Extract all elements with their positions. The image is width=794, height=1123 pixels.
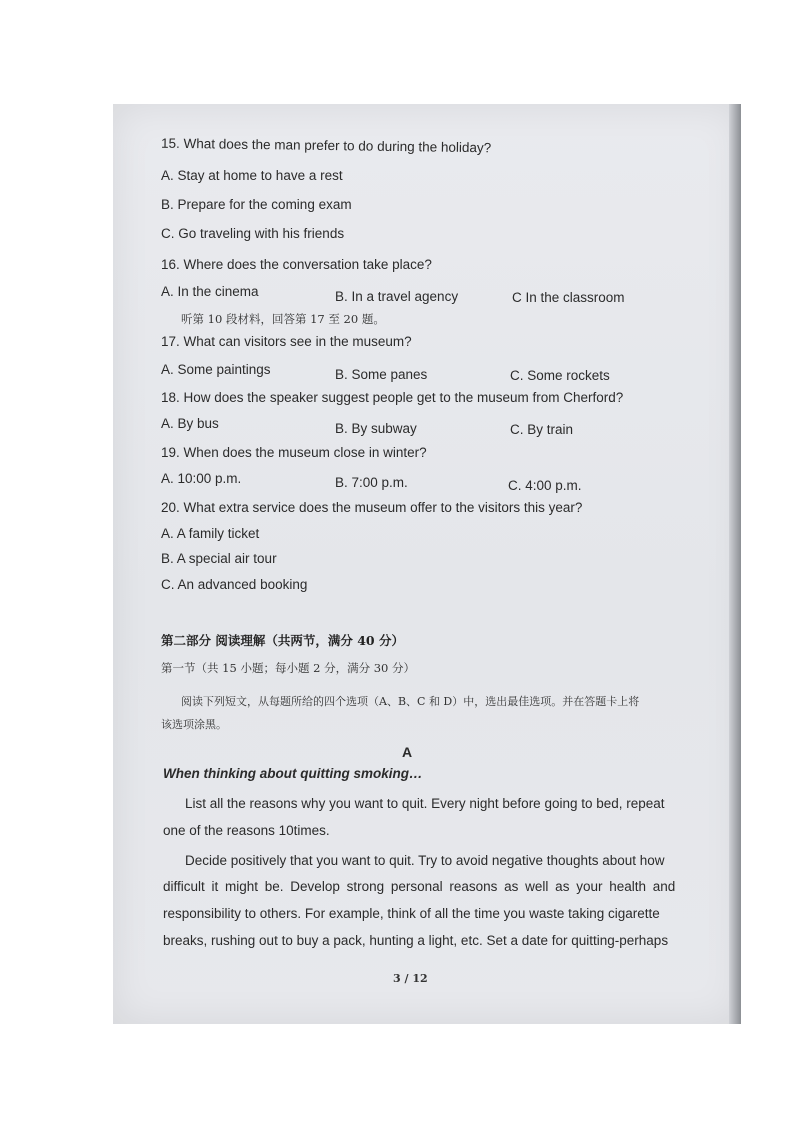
paper-edge-shadow (729, 104, 741, 1024)
q20-option-b: B. A special air tour (161, 551, 277, 566)
q16-option-a: A. In the cinema (161, 284, 259, 299)
para2-line4: breaks, rushing out to buy a pack, hunting a light, etc. Set a date for quitting-perhaps (163, 933, 669, 948)
para1-line2: one of the reasons 10times. (163, 823, 330, 838)
question-20: 20. What extra service does the museum offer to the visitors this year? (161, 500, 583, 515)
para2-line2: difficult it might be. Develop strong personal reasons as well as your health and (163, 879, 676, 894)
passage-title: When thinking about quitting smoking… (163, 766, 423, 781)
q17-option-b: B. Some panes (335, 367, 428, 382)
q17-option-c: C. Some rockets (510, 368, 610, 383)
q15-option-b: B. Prepare for the coming exam (161, 197, 352, 212)
reading-instruction-line1: 阅读下列短文，从每题所给的四个选项（A、B、C 和 D）中，选出最佳选项。并在答题卡上将 (181, 695, 640, 708)
q19-option-c: C. 4:00 p.m. (508, 478, 582, 493)
question-15: 15. What does the man prefer to do during the holiday? (160, 135, 492, 156)
q15-option-a: A. Stay at home to have a rest (161, 168, 343, 183)
part-two-title: 第二部分 阅读理解（共两节，满分 40 分） (161, 633, 404, 648)
q19-option-b: B. 7:00 p.m. (335, 475, 408, 490)
q18-option-a: A. By bus (161, 416, 219, 431)
passage-label: A (402, 744, 413, 760)
q18-option-b: B. By subway (335, 421, 417, 436)
q20-option-c: C. An advanced booking (161, 577, 308, 592)
para2-line1: Decide positively that you want to quit. Try to avoid negative thoughts about how (185, 853, 665, 868)
question-19: 19. When does the museum close in winter? (161, 445, 427, 460)
reading-instruction-line2: 该选项涂黑。 (161, 718, 227, 731)
q16-option-b: B. In a travel agency (335, 289, 459, 304)
q16-option-c: C In the classroom (512, 290, 625, 305)
para2-line3: responsibility to others. For example, think of all the time you waste taking cigarette (163, 906, 660, 921)
q20-option-a: A. A family ticket (161, 526, 260, 541)
question-18: 18. How does the speaker suggest people get to the museum from Cherford? (161, 390, 624, 405)
q17-option-a: A. Some paintings (161, 362, 271, 377)
question-16: 16. Where does the conversation take place? (161, 257, 432, 272)
exam-page (113, 104, 741, 1024)
material-10-note: 听第 10 段材料，回答第 17 至 20 题。 (181, 312, 385, 326)
q15-option-c: C. Go traveling with his friends (161, 226, 345, 241)
page-number: 3 / 12 (393, 972, 428, 985)
q18-option-c: C. By train (510, 422, 574, 437)
para1-line1: List all the reasons why you want to quit. Every night before going to bed, repeat (185, 796, 665, 811)
question-17: 17. What can visitors see in the museum? (161, 334, 412, 349)
q19-option-a: A. 10:00 p.m. (161, 471, 242, 486)
section-one-title: 第一节（共 15 小题；每小题 2 分，满分 30 分） (161, 661, 416, 675)
